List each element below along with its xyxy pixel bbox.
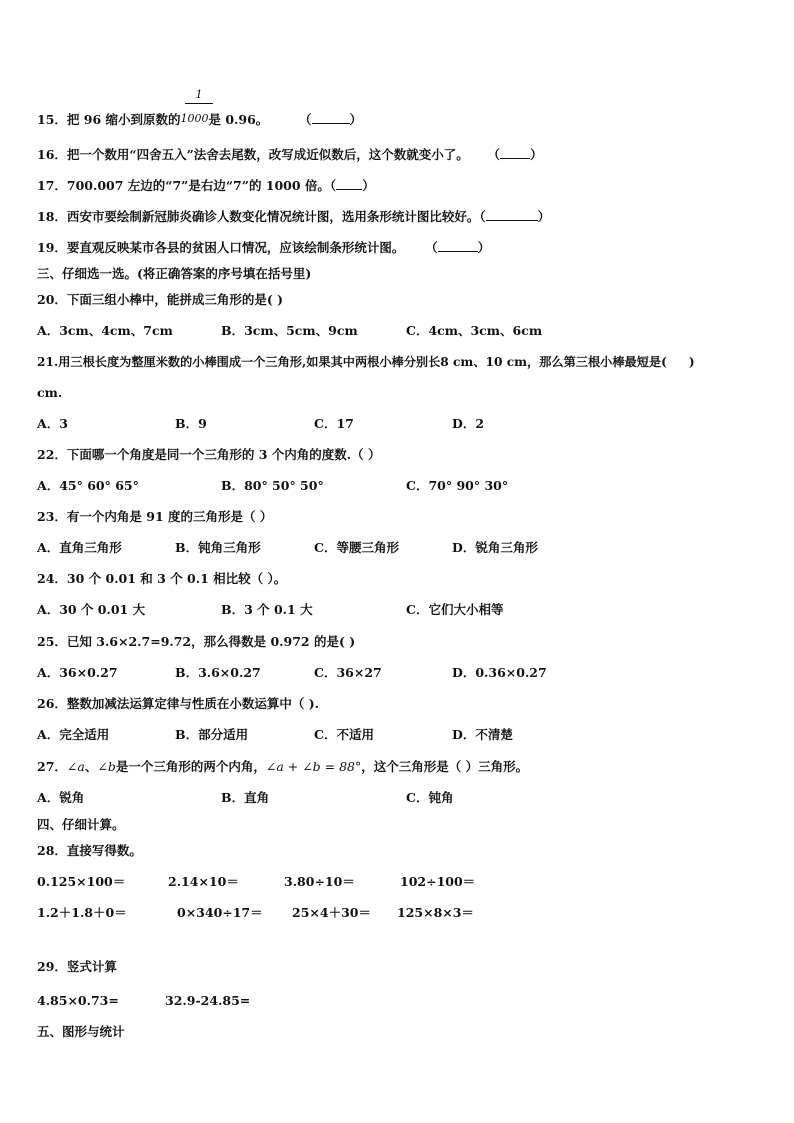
question-17 [37,177,375,194]
section-heading-4: 四、仔细计算。 [37,817,125,832]
option-a[interactable]: A．锐角 [37,790,85,805]
option-c[interactable]: C．4cm、3cm、6cm [406,323,543,338]
question-20: 20．下面三组小棒中，能拼成三角形的是( ) [37,292,284,307]
paren-right: ） [477,240,491,255]
calc-item: 102÷100＝ [400,874,476,889]
paren-left: （ [425,240,438,255]
option-a[interactable]: A．30 个 0.01 大 [37,602,146,617]
option-c[interactable]: C．钝角 [406,790,454,805]
fraction-bar [185,103,213,104]
q16-text: 16．把一个数用“四舍五入”法舍去尾数，改写成近似数后，这个数就变小了。 [37,147,469,162]
calc-item: 4.85×0.73= [37,993,119,1008]
question-23: 23．有一个内角是 91 度的三角形是（ ） [37,509,273,524]
option-b[interactable]: B．9 [175,416,207,431]
calc-item: 3.80÷10＝ [284,874,355,889]
option-a[interactable]: A．3 [37,416,68,431]
option-c[interactable]: C．17 [314,416,354,431]
option-c[interactable]: C．等腰三角形 [314,540,399,555]
answer-blank[interactable] [336,177,362,190]
option-a[interactable]: A．36×0.27 [37,665,118,680]
answer-blank[interactable] [312,111,350,124]
q19-text: 19．要直观反映某市各县的贫困人口情况，应该绘制条形统计图。 [37,240,405,255]
q15-prefix: 15．把 96 缩小到原数的 [37,112,181,127]
angle-b: ∠b [97,759,116,774]
option-c[interactable]: C．36×27 [314,665,382,680]
question-24: 24．30 个 0.01 和 3 个 0.1 相比较（ ）。 [37,571,287,586]
question-15 [37,111,362,129]
fraction-numerator: 1 [195,88,203,101]
paren-right: ） [362,178,375,193]
option-d[interactable]: D．不清楚 [452,727,513,742]
option-a[interactable]: A．直角三角形 [37,540,122,555]
question-18 [37,208,550,225]
option-b[interactable]: B．3cm、5cm、9cm [221,323,358,338]
option-b[interactable]: B．80° 50° 50° [221,478,324,493]
option-b[interactable]: B．直角 [221,790,270,805]
paren-right: ） [349,112,363,127]
question-27 [37,759,528,775]
option-c[interactable]: C．不适用 [314,727,374,742]
paren-right: ） [530,147,543,162]
q21-text: 21.用三根长度为整厘米数的小棒围成一个三角形,如果其中两根小棒分别长8 cm、10 cm，那么第三根小棒最短是( [37,355,667,369]
option-d[interactable]: D．0.36×0.27 [452,665,547,680]
section-heading-3: 三、仔细选一选。(将正确答案的序号填在括号里) [37,266,312,281]
question-28: 28．直接写得数。 [37,843,142,858]
calc-item: 0.125×100＝ [37,874,126,889]
calc-item: 0×340÷17＝ [177,905,263,920]
answer-blank[interactable] [486,208,538,221]
question-22: 22．下面哪一个角度是同一个三角形的 3 个内角的度数.（ ） [37,447,381,462]
paren-left: （ [487,147,501,162]
calc-item: 25×4＋30＝ [292,905,371,920]
question-19 [37,239,490,256]
option-d[interactable]: D．锐角三角形 [452,540,538,555]
calc-item: 125×8×3＝ [397,905,474,920]
option-b[interactable]: B．钝角三角形 [175,540,261,555]
option-a[interactable]: A．完全适用 [37,727,110,742]
option-b[interactable]: B．部分适用 [175,727,249,742]
question-25: 25．已知 3.6×2.7=9.72，那么得数是 0.972 的是( ) [37,634,356,649]
option-d[interactable]: D．2 [452,416,485,431]
fraction-denominator: 1000 [180,112,209,125]
angle-a: ∠a [66,759,85,774]
paren-right: ) [688,355,695,369]
calc-item: 2.14×10＝ [168,874,239,889]
q15-suffix: 是 0.96。 [208,112,269,127]
answer-blank[interactable] [438,239,478,252]
q18-text: 18．西安市要绘制新冠肺炎确诊人数变化情况统计图，选用条形统计图比较好。（ [37,209,486,224]
option-b[interactable]: B．3.6×0.27 [175,665,261,680]
calc-item: 32.9-24.85= [165,993,251,1008]
question-16 [37,146,543,163]
question-26: 26．整数加减法运算定律与性质在小数运算中（ ). [37,696,320,711]
option-c[interactable]: C．70° 90° 30° [406,478,509,493]
calc-item: 1.2＋1.8＋0＝ [37,905,127,920]
q27-mid: 是一个三角形的两个内角， [115,759,266,774]
section-heading-5: 五、图形与统计 [37,1024,125,1039]
question-21 [37,354,695,370]
option-a[interactable]: A．3cm、4cm、7cm [37,323,173,338]
question-21-cont: cm. [37,385,63,400]
paren-right: ） [537,209,551,224]
q27-sep: 、 [84,759,98,774]
option-b[interactable]: B．3 个 0.1 大 [221,602,313,617]
q17-text: 17．700.007 左边的“7”是右边“7”的 1000 倍。（ [37,178,337,193]
answer-blank[interactable] [500,146,530,159]
paren-left: （ [299,112,312,127]
angle-sum-expression: ∠a + ∠b = 88° [265,759,362,774]
option-c[interactable]: C．它们大小相等 [406,602,504,617]
q27-num: 27． [37,759,67,774]
option-a[interactable]: A．45° 60° 65° [37,478,139,493]
question-29: 29．竖式计算 [37,959,117,974]
q27-tail: ，这个三角形是（ ）三角形。 [361,759,529,774]
